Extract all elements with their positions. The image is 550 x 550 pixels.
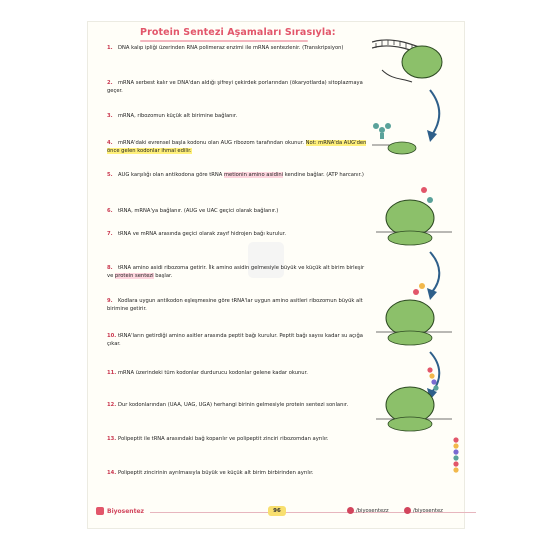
step-text: tRNA ve mRNA arasında geçici olarak zayıf hidrojen bağı kurulur.: [118, 231, 286, 237]
social-handle-instagram: /biyosentezz: [356, 508, 389, 514]
step-text: mRNA üzerindeki tüm kodonlar durdurucu kodonlar gelene kadar okunur.: [118, 370, 308, 376]
step-number: 12.: [107, 402, 117, 408]
brand-name: Biyosentez: [107, 508, 145, 515]
step-text: AUG karşılığı olan antikodona göre tRNA: [118, 172, 224, 178]
step-item: [107, 333, 369, 348]
step-text-continued: başlar.: [153, 272, 173, 279]
step-item: [107, 80, 369, 95]
step-text-continued: kendine bağlar. (ATP harcanır.): [283, 172, 364, 178]
instagram-icon: [347, 507, 354, 514]
step-highlight: metionin amino asidini: [223, 172, 284, 178]
step-text: DNA kalıp ipliği üzerinden RNA polimeraz enzimi ile mRNA sentezlenir. (Transkripsiyon): [118, 45, 344, 51]
social-handle-youtube: /biyosentez: [413, 508, 443, 514]
step-text: tRNA'ların getirdiği amino asitler arasında peptit bağı kurulur. Peptit bağı sayısı kadar su açığa çıkar.: [107, 333, 363, 347]
step-text: Polipeptit ile tRNA arasındaki bağ koparılır ve polipeptit zinciri ribozomdan ayrılır.: [118, 436, 329, 442]
title-underline: [140, 40, 308, 42]
step-number: 6.: [107, 208, 113, 214]
step-item: [107, 402, 369, 410]
step-text: tRNA, mRNA'ya bağlanır. (AUG ve UAC geçici olarak bağlanır.): [118, 208, 279, 214]
arrow-2: [430, 252, 439, 292]
step-number: 5.: [107, 172, 113, 178]
step-item: [107, 208, 369, 216]
page-number: 96: [268, 506, 286, 516]
step-text: mRNA, ribozomun küçük alt birimine bağlanır.: [118, 113, 238, 119]
step-number: 1.: [107, 45, 113, 51]
step-number: 9.: [107, 298, 113, 304]
trna-molecule-1: [373, 123, 391, 139]
step-number: 8.: [107, 265, 113, 271]
youtube-icon: [404, 507, 411, 514]
step-text: mRNA serbest kalır ve DNA'dan aldığı şifreyi çekirdek porlarından (ökaryotlarda) sitoplazmaya geçer.: [107, 80, 363, 94]
step-number: 11.: [107, 370, 117, 376]
page-title: Protein Sentezi Aşamaları Sırasıyla:: [140, 27, 336, 38]
ribosome-small-subunit-1: [388, 142, 416, 154]
step-text: tRNA amino asidi ribozoma getirir. İlk amino asidin gelmesiyle büyük ve küçük alt birim birleşir ve: [107, 265, 365, 279]
step-number: 4.: [107, 140, 113, 146]
step-item: [107, 265, 369, 280]
step-highlight: protein sentezi: [114, 272, 154, 279]
step-number: 14.: [107, 470, 117, 476]
arrow-1: [430, 90, 439, 135]
step-number: 3.: [107, 113, 113, 119]
step-number: 10.: [107, 333, 117, 339]
brand-logo-icon: [96, 507, 104, 515]
protein-synthesis-illustration: [372, 30, 464, 475]
step-item: [107, 298, 369, 313]
step-note-highlight: Not: mRNA'da AUG'den önce gelen kodonlar ihmal edilir.: [107, 140, 367, 154]
step-number: 7.: [107, 231, 113, 237]
step-text: Kodlara uygun antikodon eşleşmesine göre tRNA'lar uygun amino asitleri ribozomun büyük alt birimine getirir.: [107, 298, 363, 312]
step-item: [107, 172, 369, 180]
step-item: [107, 231, 369, 239]
step-text: Polipeptit zincirinin ayrılmasıyla büyük ve küçük alt birim birbirinden ayrılır.: [118, 470, 314, 476]
step-item: [107, 470, 369, 478]
step-item: [107, 370, 369, 378]
step-number: 13.: [107, 436, 117, 442]
step-text: mRNA'daki evrensel başla kodonu olan AUG ribozom tarafından okunur.: [118, 140, 306, 146]
step-text: Dur kodonlarından (UAA, UAG, UGA) herhangi birinin gelmesiyle protein sentezi sonlanır.: [118, 402, 349, 408]
step-item: [107, 45, 369, 53]
step-number: 2.: [107, 80, 113, 86]
step-item: [107, 436, 369, 444]
step-item: [107, 140, 369, 155]
rna-polymerase: [402, 46, 442, 78]
polypeptide-chain: [427, 367, 458, 472]
step-item: [107, 113, 369, 121]
